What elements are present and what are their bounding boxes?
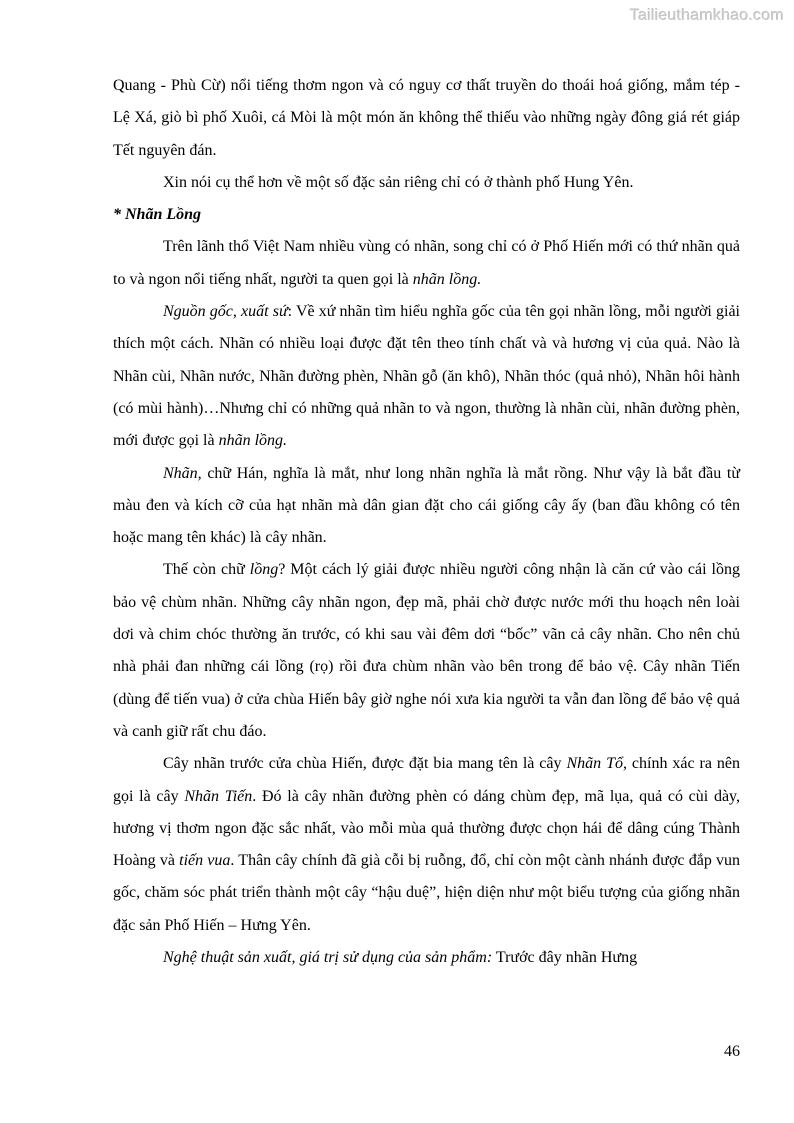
text-run: * Nhãn Lồng: [113, 206, 202, 224]
text-run: Xin nói cụ thể hơn về một số đặc sản riêng chỉ có ở thành phố Hung Yên.: [163, 173, 634, 191]
text-run: ? Một cách lý giải được nhiều người công nhận là căn cứ vào cái lồng bảo vệ chùm nhãn. Những cây nhãn ngon, đẹp mã, phải chờ được nước mới thu hoạch nên loài dơi và chim chóc thường ăn trước, có khi sau vài đêm dơi “bốc” vãn cả cây nhãn. Cho nên chủ nhà phải đan những cái lồng (rọ) rồi đưa chùm nhãn vào bên trong để bảo vệ. Cây nhãn Tiến (dùng để tiến vua) ở cửa chùa Hiến bây giờ nghe nói xưa kia người ta vẫn đan lồng để bảo vệ quả và canh giữ rất chu đáo.: [113, 561, 740, 740]
text-run: nhãn lồng.: [218, 432, 288, 450]
paragraph: [113, 70, 740, 167]
text-run: Quang - Phù Cừ) nổi tiếng thơm ngon và có nguy cơ thất truyền do thoái hoá giống, mắm tép - Lệ Xá, giò bì phố Xuôi, cá Mòi là một món ăn không thể thiếu vào những ngày đông giá rét giáp Tết nguyên đán.: [113, 77, 740, 159]
text-run: tiến vua: [179, 852, 231, 870]
text-run: nhãn lồng.: [412, 270, 482, 288]
paragraph: [113, 231, 740, 296]
text-run: . Thân cây chính đã già cỗi bị ruỗng, đổ, chỉ còn một cành nhánh được đắp vun gốc, chăm sóc phát triển thành một cây “hậu duệ”, hiện diện như một biểu tượng của giống nhãn đặc sản Phố Hiến – Hưng Yên.: [113, 852, 740, 934]
text-run: Cây nhãn trước cửa chùa Hiến, được đặt bia mang tên là cây: [163, 755, 567, 773]
section-heading: [113, 199, 740, 231]
page-number: 46: [724, 1043, 740, 1060]
text-run: Nhãn Tiến: [184, 787, 253, 805]
text-run: Thế còn chữ: [163, 561, 250, 579]
text-run: lồng: [249, 561, 279, 579]
text-run: Trên lãnh thổ Việt Nam nhiều vùng có nhãn, song chỉ có ở Phố Hiến mới có thứ nhãn quả to và ngon nổi tiếng nhất, người ta quen gọi là: [113, 238, 740, 288]
text-run: : Về xứ nhãn tìm hiểu nghĩa gốc của tên gọi nhãn lồng, mỗi người giải thích một cách. Nhãn có nhiều loại được đặt tên theo tính chất và và hương vị của quả. Nào là Nhãn cùi, Nhãn nước, Nhãn đường phèn, Nhãn gỗ (ăn khô), Nhãn thóc (quả nhỏ), Nhãn hôi hành (có mùi hành)…Nhưng chỉ có những quả nhãn to và ngon, thường là nhãn cùi, nhãn đường phèn, mới được gọi là: [113, 303, 740, 450]
watermark-text: Tailieuthamkhao.com: [629, 7, 784, 24]
text-run: Nguồn gốc, xuất sứ: [163, 303, 288, 321]
text-run: Nghệ thuật sản xuất, giá trị sử dụng của sản phẩm:: [163, 949, 493, 967]
text-run: . Đó là cây nhãn đường phèn có dáng chùm đẹp, mã lụa, quả có cùi dày, hương vị thơm ngon đặc sắc nhất, vào mỗi mùa quả thường được chọn hái để dâng cúng Thành Hoàng và: [113, 787, 741, 870]
document-body: [113, 70, 740, 974]
paragraph: [113, 167, 740, 199]
text-run: chữ Hán, nghĩa là mắt, như long nhãn nghĩa là mắt rồng. Như vậy là bắt đầu từ màu đen và kích cỡ của hạt nhãn mà dân gian đặt cho cái giống cây ấy (ban đầu không có tên hoặc mang tên khác) là cây nhãn.: [113, 464, 740, 547]
text-run: Trước đây nhãn Hưng: [492, 949, 638, 967]
paragraph: [113, 554, 740, 748]
paragraph: [113, 748, 740, 942]
paragraph: [113, 458, 740, 555]
text-run: , chính xác ra nên gọi là cây: [113, 755, 741, 805]
paragraph: [113, 296, 740, 457]
text-run: Nhãn Tổ: [566, 755, 623, 773]
text-run: Nhãn,: [163, 464, 202, 482]
paragraph: [113, 942, 740, 974]
